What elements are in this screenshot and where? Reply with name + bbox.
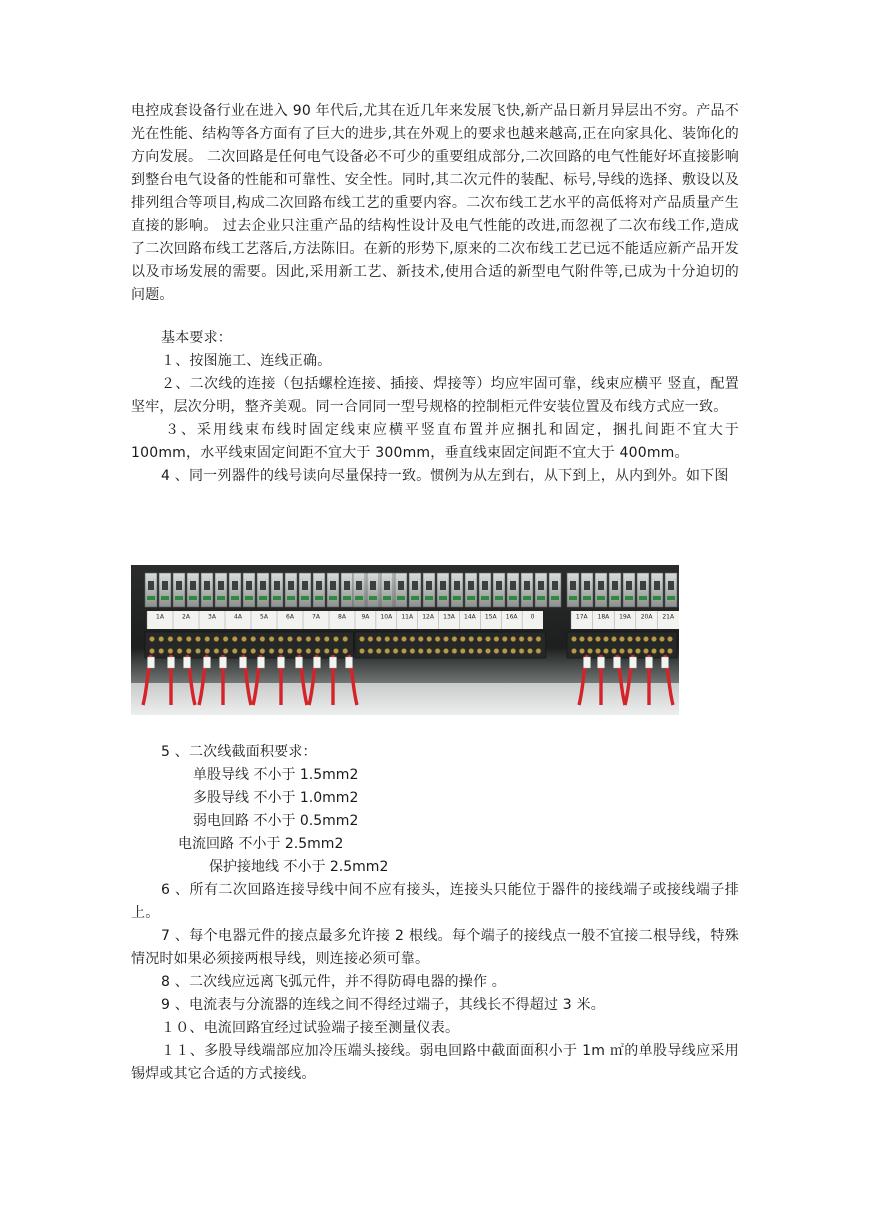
breaker-module [313,573,325,607]
breaker-label: 13A [443,613,455,621]
breaker-label: 11A [401,613,414,621]
breaker-module [581,573,593,607]
requirement-6: 6 、所有二次回路连接导线中间不应有接头，连接头只能位于器件的接线端子或接线端子排上。 [131,882,739,921]
breaker-module [549,573,561,607]
text-section-bottom [131,741,739,1086]
breaker-module [367,573,379,607]
breaker-module [493,573,505,607]
breaker-label: 20A [640,613,653,621]
breaker-label: 9A [361,613,370,621]
requirement-5: 5 、二次线截面积要求： [161,744,317,760]
spec-multi-strand: 多股导线 不小于 1.0mm2 [193,790,359,806]
breaker-module [159,573,171,607]
breaker-label: 1A [156,613,164,621]
breaker-module [173,573,185,607]
breaker-module [595,573,607,607]
breaker-module [395,573,407,607]
breaker-label: 12A [422,613,434,621]
requirement-9: 9 、电流表与分流器的连线之间不得经过端子，其线长不得超过 3 米。 [161,997,605,1013]
breaker-label: 17A [575,613,588,621]
breaker-label: 2A [182,613,190,621]
breaker-module [507,573,519,607]
breaker-module [187,573,199,607]
requirement-1: １、按图施工、连线正确。 [161,353,332,369]
requirement-3: ３、采用线束布线时固定线束应横平竖直布置并应捆扎和固定，捆扎间距不宜大于 100mm，水平线束固定间距不宜大于 300mm，垂直线束固定间距不宜大于 400mm。 [131,422,739,461]
breaker-label: 19A [619,613,631,621]
text-section-top [131,100,739,488]
requirement-8: 8 、二次线应远离飞弧元件，并不得防碍电器的操作 。 [161,974,507,990]
terminal-block [145,632,353,658]
breaker-module [521,573,533,607]
breaker-module [229,573,241,607]
terminal-block [355,632,546,658]
breaker-module [623,573,635,607]
breaker-label: 14A [464,613,476,621]
breaker-module [651,573,663,607]
requirement-2: ２、二次线的连接（包括螺栓连接、插接、焊接等）均应牢固可靠，线束应横平 竖直，配置坚牢，层次分明，整齐美观。同一合同同一型号规格的控制柜元件安装位置及布线方式应一致。 [131,376,739,415]
breaker-module [353,573,365,607]
breaker-label: 6A [286,613,294,621]
breaker-label: 21A [662,613,675,621]
breaker-module [409,573,421,607]
breaker-module [423,573,435,607]
breaker-module [285,573,297,607]
breaker-label: 5A [260,613,268,621]
breaker-module [609,573,621,607]
breaker-label: 15A [484,613,497,621]
breaker-label: 18A [597,613,610,621]
breaker-module [243,573,255,607]
label-strip [355,611,543,629]
spec-current-loop: 电流回路 不小于 2.5mm2 [178,836,344,852]
breaker-module [299,573,311,607]
breaker-module [215,573,227,607]
breaker-label: 8A [338,613,346,621]
requirement-4: 4 、同一列器件的线号读向尽量保持一致。惯例为从左到右，从下到上，从内到外。如下图 [161,468,729,484]
breaker-label: 3A [208,613,216,621]
breaker-module [465,573,477,607]
breaker-label: 4A [234,613,242,621]
breaker-module [145,573,157,607]
breaker-module [327,573,339,607]
breaker-module [665,573,677,607]
label-strip [571,611,679,629]
requirement-7: 7 、每个电器元件的接点最多允许接 2 根线。每个端子的接线点一般不宜接二根导线，特殊情况时如果必须接两根导线，则连接必须可靠。 [131,928,739,967]
spec-single-strand: 单股导线 不小于 1.5mm2 [193,767,359,783]
breaker-label: 0 [530,613,535,621]
breaker-label: 16A [505,613,518,621]
breaker-label: 10A [380,613,393,621]
spec-weak-current: 弱电回路 不小于 0.5mm2 [193,813,359,829]
intro-paragraph: 电控成套设备行业在进入 90 年代后,尤其在近几年来发展飞快,新产品日新月异层出不穷。产品不光在性能、结构等各方面有了巨大的进步,其在外观上的要求也越来越高,正在向家具化、装饰化的方向发展。 二次回路是任何电气设备必不可少的重要组成部分,二次回路的电气性能好坏直接影响到整台电气设备的性能和可靠性、安全性。同时,其二次元件的装配、标号,导线的选择、敷设以及排列组合等项目,构成二次回路布线工艺的重要内容。二次布线工艺水平的高低将对产品质量产生直接的影响。 过去企业只注重产品的结构性设计及电气性能的改进,而忽视了二次布线工作,造成了二次回路布线工艺落后,方法陈旧。在新的形势下,原来的二次布线工艺已远不能适应新产品开发以及市场发展的需要。因此,采用新工艺、新技术,使用合适的新型电气附件等,已成为十分迫切的问题。 [131,103,739,303]
label-strip [147,611,355,629]
breaker-module [341,573,353,607]
breaker-module [567,573,579,607]
breaker-module [381,573,393,607]
breaker-module [271,573,283,607]
terminal-block-photo [131,565,679,715]
breaker-module [479,573,491,607]
breaker-label: 7A [312,613,320,621]
spec-protective-earth: 保护接地线 不小于 2.5mm2 [209,859,389,875]
breaker-module [535,573,547,607]
requirement-10: １０、电流回路宜经过试验端子接至测量仪表。 [161,1020,460,1036]
terminal-block [567,632,677,658]
requirement-11: １１、多股导线端部应加冷压端头接线。弱电回路中截面面积小于 1m ㎡的单股导线应采用锡焊或其它合适的方式接线。 [131,1043,739,1082]
breaker-module [201,573,213,607]
breaker-module [637,573,649,607]
breaker-module [451,573,463,607]
breaker-module [257,573,269,607]
breaker-module [437,573,449,607]
basic-requirements-title: 基本要求： [161,330,232,346]
